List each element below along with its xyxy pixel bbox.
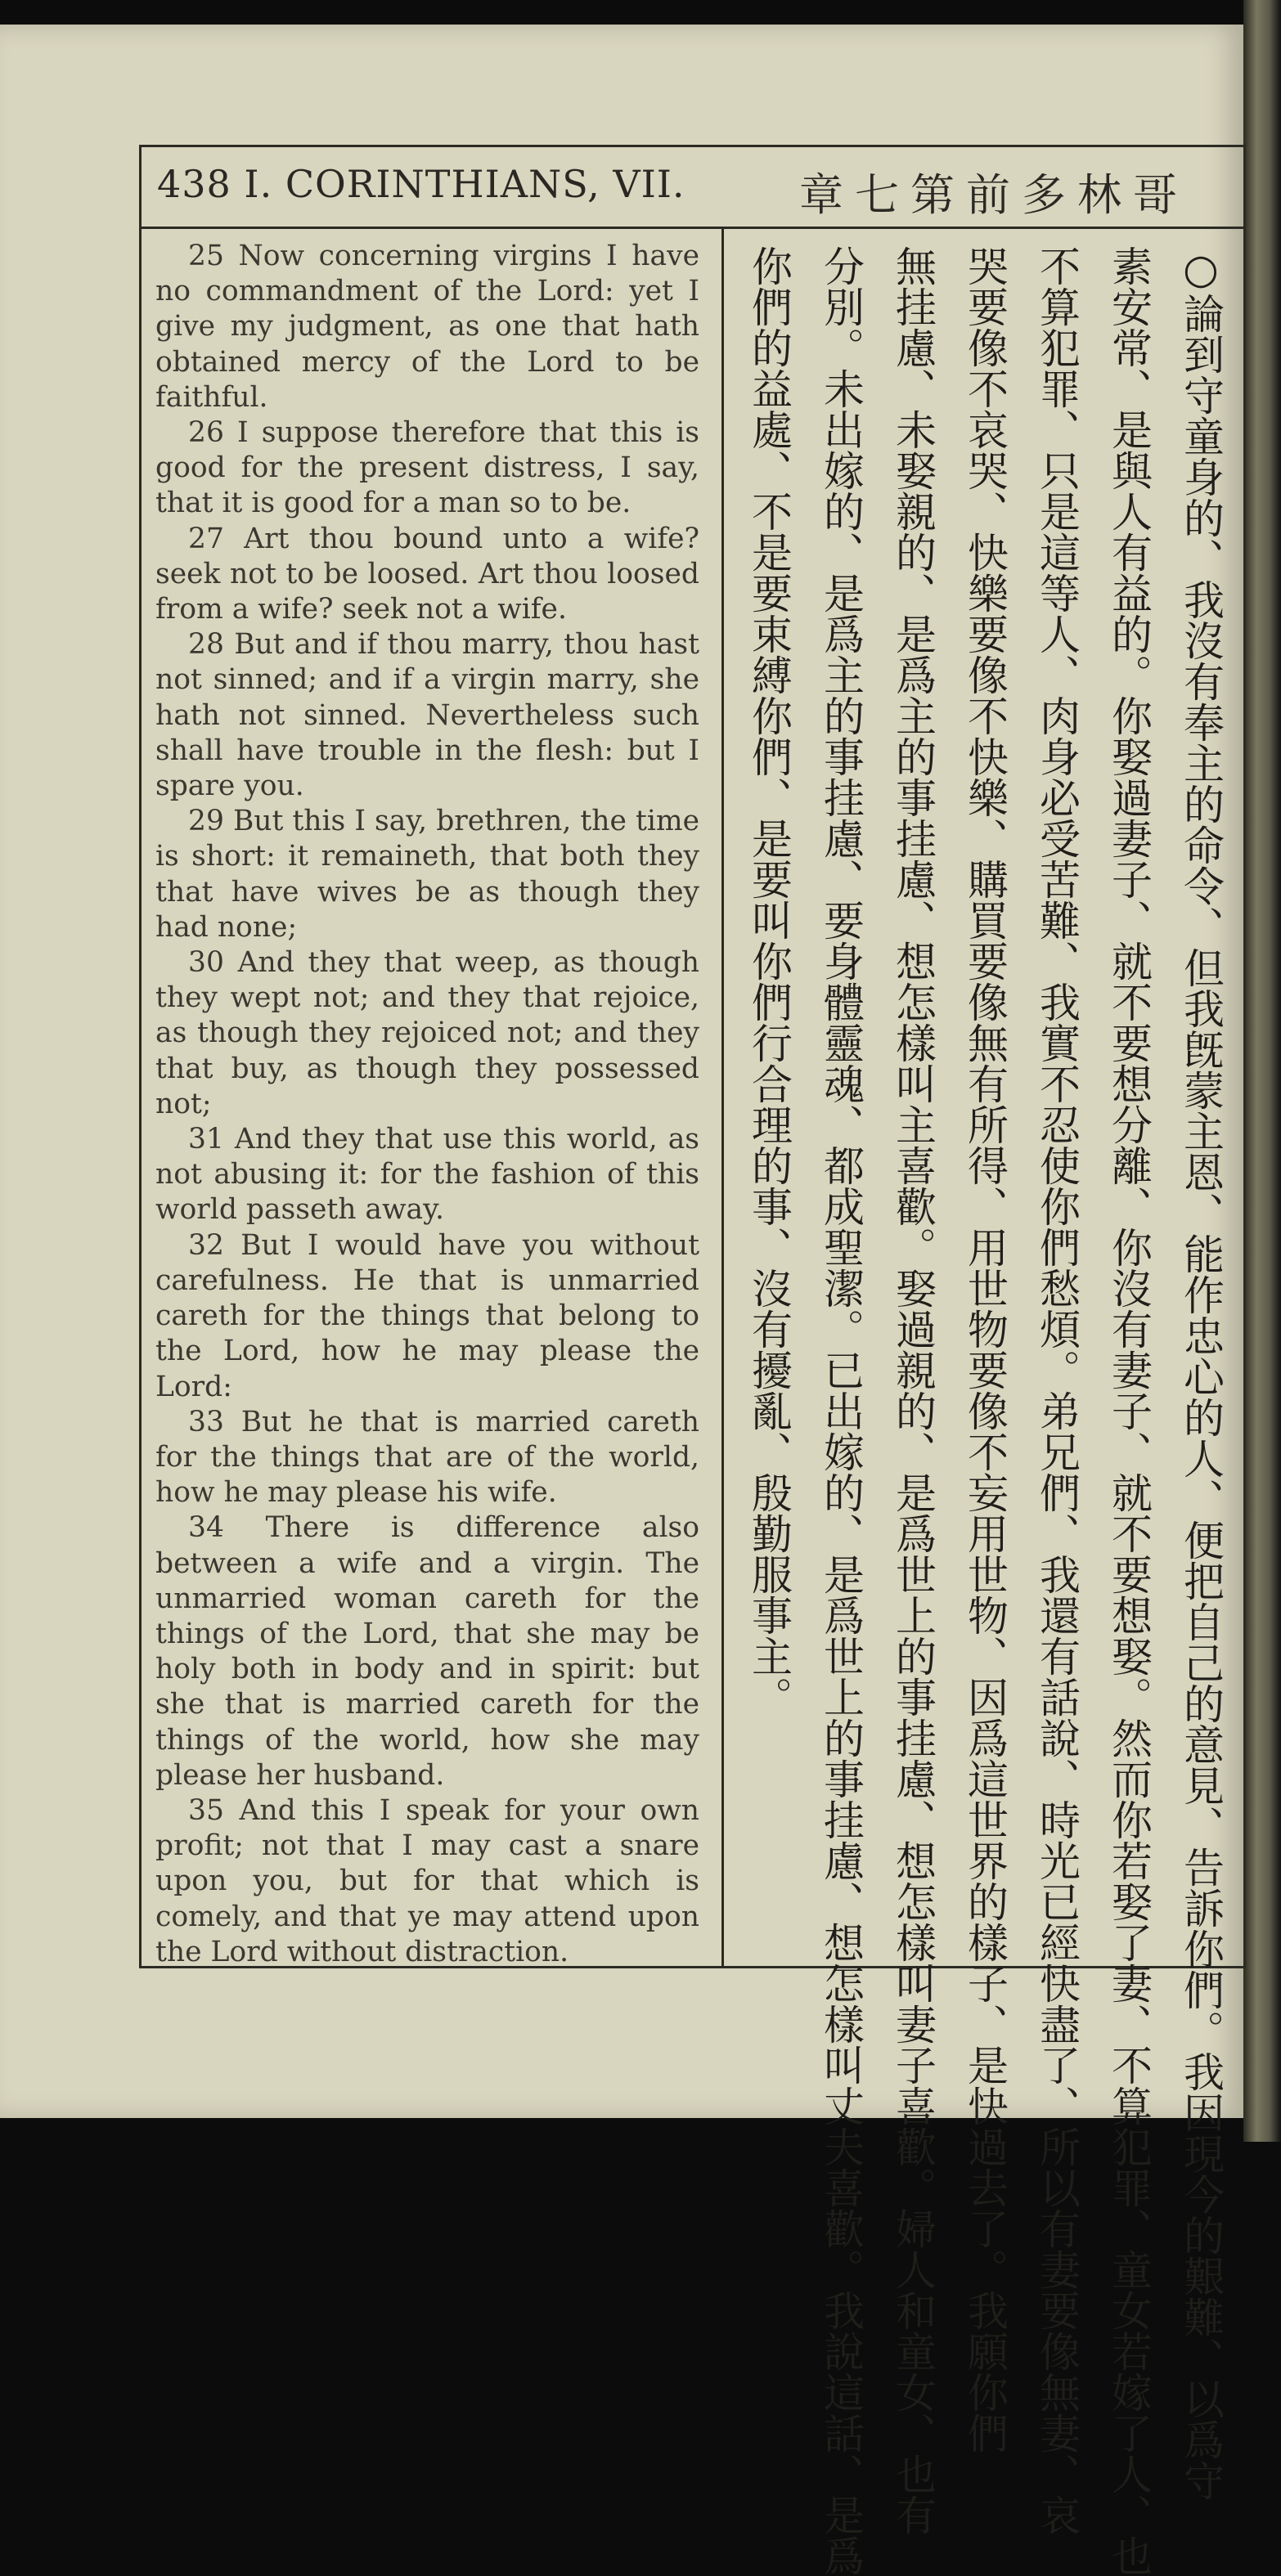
book-spine <box>1243 0 1281 2142</box>
verse-26: 26 I suppose therefore that this is good for the present distress, I say, that it is good for a man so to be. <box>155 416 699 520</box>
chinese-column-1: ○論到守童身的、我沒有奉主的命令、但我旣蒙主恩、能作忠心的人、便把自己的意見、告訴你們。我因現今的艱難、以爲守 <box>1177 245 1225 2501</box>
chinese-column-2: 素安常、是與人有益的。你娶過妻子、就不要想分離、你沒有妻子、就不要想娶。然而你若娶了妻、不算犯罪、童女若嫁了人、也 <box>1105 245 1153 2576</box>
english-text-column <box>155 239 699 1970</box>
chinese-column-3: 不算犯罪、只是這等人、肉身必受苦難、我實不忍使你們愁煩。弟兄們、我還有話說、時光已經快盡了、所以有妻要像無妻、哀 <box>1033 245 1081 2535</box>
header-chinese-title: 章七第前多林哥 <box>799 169 1189 221</box>
verse-29: 29 But this I say, brethren, the time is short: it remaineth, that both they that have wives be as though they had none; <box>155 805 699 944</box>
verse-32: 32 But I would have you without carefulness. He that is unmarried careth for the things that belong to the Lord, how he may please the Lord: <box>155 1228 699 1403</box>
verse-25: 25 Now concerning virgins I have no commandment of the Lord: yet I give my judgment, as one that hath obtained mercy of the Lord to be faithful. <box>155 240 699 414</box>
chinese-column-5: 無挂慮、未娶親的、是爲主的事挂慮、想怎樣叫主喜歡。娶過親的、是爲世上的事挂慮、想怎樣叫妻子喜歡。婦人和童女、也有 <box>889 245 937 2535</box>
verse-30: 30 And they that weep, as though they wept not; and they that rejoice, as though they rejoiced not; and they that buy, as though they possessed not; <box>155 946 699 1120</box>
chinese-column-4: 哭要像不哀哭、快樂要像不快樂、購買要像無有所得、用世物要像不妄用世物、因爲這世界的樣子、是快過去了。我願你們 <box>961 245 1009 2453</box>
verse-28: 28 But and if thou marry, thou hast not sinned; and if a virgin marry, she hath not sinned. Nevertheless such shall have trouble in the flesh: but I spare you. <box>155 628 699 803</box>
running-header <box>139 147 1246 229</box>
verse-33: 33 But he that is married careth for the things that are of the world, how he may please his wife. <box>155 1405 699 1510</box>
verse-31: 31 And they that use this world, as not abusing it: for the fashion of this world passeth away. <box>155 1123 699 1227</box>
chinese-text-block <box>728 245 1227 2576</box>
header-english-title: 438 I. CORINTHIANS, VII. <box>157 162 685 206</box>
verse-34: 34 There is difference also between a wife and a virgin. The unmarried woman careth for the things of the Lord, that she may be holy both in body and in spirit: but she that is married careth for the things of the world, how she may please her husband. <box>155 1511 699 1792</box>
chinese-column-6: 分別。未出嫁的、是爲主的事挂慮、要身體靈魂、都成聖潔。已出嫁的、是爲世上的事挂慮、想怎樣叫丈夫喜歡。我說這話、是爲 <box>817 245 865 2576</box>
verse-35: 35 And this I speak for your own profit; not that I may cast a snare upon you, but for that which is comely, and that ye may attend upon the Lord without distraction. <box>155 1793 699 1968</box>
verse-27: 27 Art thou bound unto a wife? seek not to be loosed. Art thou loosed from a wife? seek not a wife. <box>155 522 699 626</box>
column-divider <box>721 229 724 1967</box>
chinese-column-7: 你們的益處、不是要束縛你們、是要叫你們行合理的事、沒有擾亂、殷勤服事主。 <box>745 245 793 1717</box>
